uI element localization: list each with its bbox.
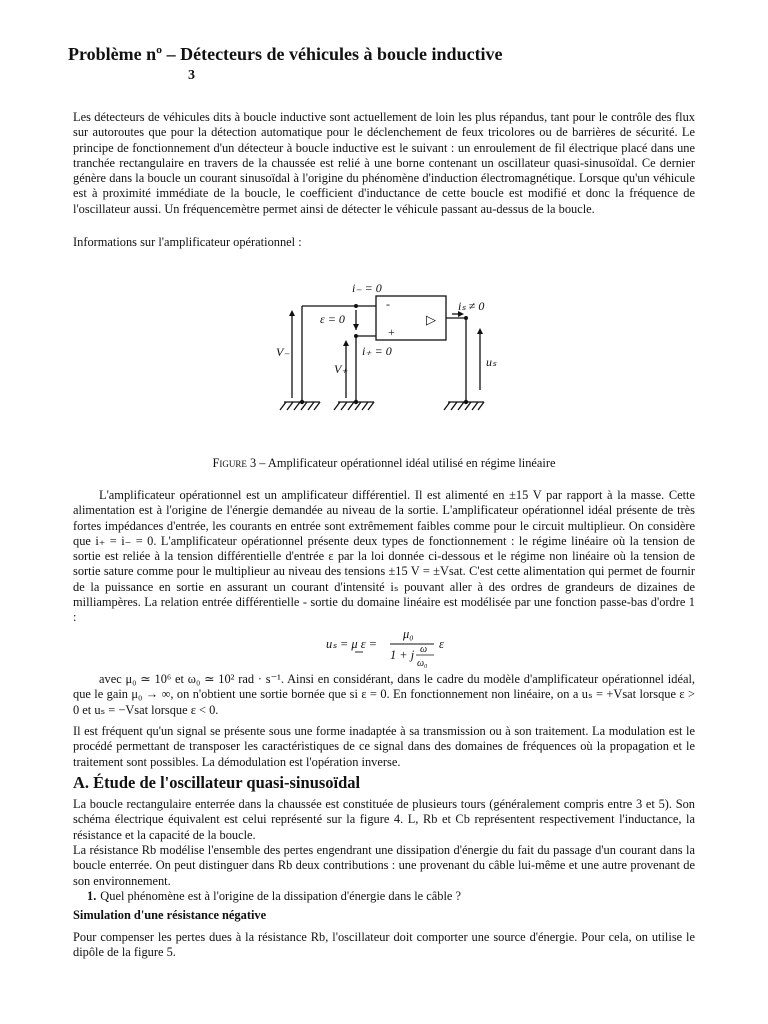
section-a-paragraph-2: La résistance Rb modélise l'ensemble des pertes engendrant une dissipation d'énergie du fait du passage d'un courant dans la boucle enterrée. On peut distinguer dans Rb deux contributions : une provenant du câble lui-même et une autre provenant de son environnement. bbox=[73, 843, 695, 888]
problem-number: 3 bbox=[188, 68, 195, 83]
formula-rhs: ε bbox=[439, 637, 444, 651]
label-u-s: uₛ bbox=[486, 355, 497, 369]
formula-lhs: uₛ = μ ε = bbox=[326, 637, 378, 651]
figure-caption bbox=[0, 456, 768, 471]
label-i-plus: i₊ = 0 bbox=[362, 344, 392, 358]
intro-paragraph: Les détecteurs de véhicules dits à boucle inductive sont actuellement de loin les plus répandus, tant pour le contrôle des flux sur autoroutes que pour la détection automatique pour le déclenchement de feux tricolores ou de barrières de sécurité. Le principe de fonctionnement d'un détecteur à boucle inductive est le suivant : un enroulement de fil électrique placé dans une tranchée rectangulaire en travers de la chaussée est relié à une borne contenant un oscillateur quasi-sinusoïdal. Ce dernier génère dans la boucle un courant sinusoïdal à l'origine du phénomène d'induction électromagnétique. Lorsque qu'un véhicule est à proximité immédiate de la boucle, le coefficient d'inductance de cette boucle est modifié et donc la fréquence de l'oscillateur aussi. Un fréquencemètre permet ainsi de détecter le véhicule passant au-dessus de la boucle. bbox=[73, 110, 695, 216]
figure-caption-text: – Amplificateur opérationnel idéal utilisé en régime linéaire bbox=[256, 456, 556, 470]
transfer-function-formula bbox=[0, 626, 768, 670]
label-v-minus: V₋ bbox=[276, 345, 290, 359]
formula-den-frac-num: ω bbox=[420, 644, 428, 655]
question-1-text: Quel phénomène est à l'origine de la dissipation d'énergie dans le câble ? bbox=[100, 889, 461, 903]
ground-symbol-3 bbox=[444, 402, 484, 410]
opamp-info-line: Informations sur l'amplificateur opérationnel : bbox=[73, 235, 302, 249]
question-1-number: 1. bbox=[87, 889, 97, 903]
negative-resistance-subheading: Simulation d'une résistance négative bbox=[73, 908, 267, 922]
label-epsilon: ε = 0 bbox=[320, 312, 345, 326]
question-1 bbox=[87, 889, 461, 904]
modulation-paragraph: Il est fréquent qu'un signal se présente sous une forme inadaptée à sa transmission ou à son traitement. La modulation est le procédé permettant de transposer les caractéristiques de ce signal dans des domaines de fréquences où la propagation et le traitement sont possibles. La démodulation est l'opération inverse. bbox=[73, 724, 695, 769]
label-v-plus: V₊ bbox=[334, 362, 348, 376]
label-i-minus: i₋ = 0 bbox=[352, 281, 382, 295]
label-plus-sign: + bbox=[388, 325, 395, 339]
label-i-s: iₛ ≠ 0 bbox=[458, 299, 485, 313]
formula-den-left: 1 + j bbox=[390, 648, 415, 662]
problem-title: Problème nº – Détecteurs de véhicules à boucle inductive bbox=[68, 44, 503, 64]
formula-numerator: μ₀ bbox=[403, 627, 414, 641]
opamp-triangle-icon: ▷ bbox=[426, 312, 436, 327]
opamp-description-paragraph: L'amplificateur opérationnel est un amplificateur différentiel. Il est alimenté en ±15 V par rapport à la masse. Cette alimentation est à l'origine de l'énergie demandée au niveau de la sortie. L'amplificateur opérationnel idéal présente de très fortes impédances d'entrée, les courants en entrée sont extrêmement faibles comme pour le circuit multiplieur. On considère que i₊ = i₋ = 0. L'amplificateur opérationnel présente deux types de fonctionnement : le régime linéaire où la tension de sortie est reliée à la tension différentielle d'entrée ε par la loi donnée ci-dessous et le régime non linéaire où la tension de sortie sature comme pour le multiplieur au niveau des tensions ±15 V = ±Vsat. C'est cette alimentation qui permet de fournir de la puissance en sortie en assurant un courant d'intensité iₛ pouvant aller à des ordres de grandeurs de dizaines de milliampères. La relation entrée différentielle - sortie du domaine linéaire est modélisée par une fonction passe-bas d'ordre 1 : bbox=[73, 488, 695, 625]
opamp-figure bbox=[0, 270, 768, 450]
ground-symbol-2 bbox=[334, 402, 374, 410]
label-minus-sign: - bbox=[386, 297, 390, 311]
section-a-title: A. Étude de l'oscillateur quasi-sinusoïdal bbox=[73, 773, 361, 792]
section-a-paragraph-3: Pour compenser les pertes dues à la résistance Rb, l'oscillateur doit comporter une source d'énergie. Pour cela, on utilise le dipôle de la figure 5. bbox=[73, 930, 695, 960]
figure-caption-label: Figure 3 bbox=[212, 456, 257, 470]
formula-den-frac-den: ω₀ bbox=[417, 658, 428, 669]
gain-paragraph: avec μ₀ ≃ 10⁶ et ω₀ ≃ 10² rad · s⁻¹. Ainsi en considérant, dans le cadre du modèle d'amplificateur opérationnel idéal, que le gain μ₀ → ∞, on n'obtient une sortie bornée que si ε = 0. En fonctionnement non linéaire, on a uₛ = +Vsat lorsque ε > 0 et uₛ = −Vsat lorsque ε < 0. bbox=[73, 672, 695, 717]
section-a-paragraph-1: La boucle rectangulaire enterrée dans la chaussée est constituée de plusieurs tours (généralement compris entre 3 et 5). Son schéma électrique équivalent est celui représenté sur la figure 4. L, Rb et Cb représentent respectivement l'inductance, la résistance et la capacité de la boucle. bbox=[73, 797, 695, 842]
ground-symbol-1 bbox=[280, 402, 320, 410]
